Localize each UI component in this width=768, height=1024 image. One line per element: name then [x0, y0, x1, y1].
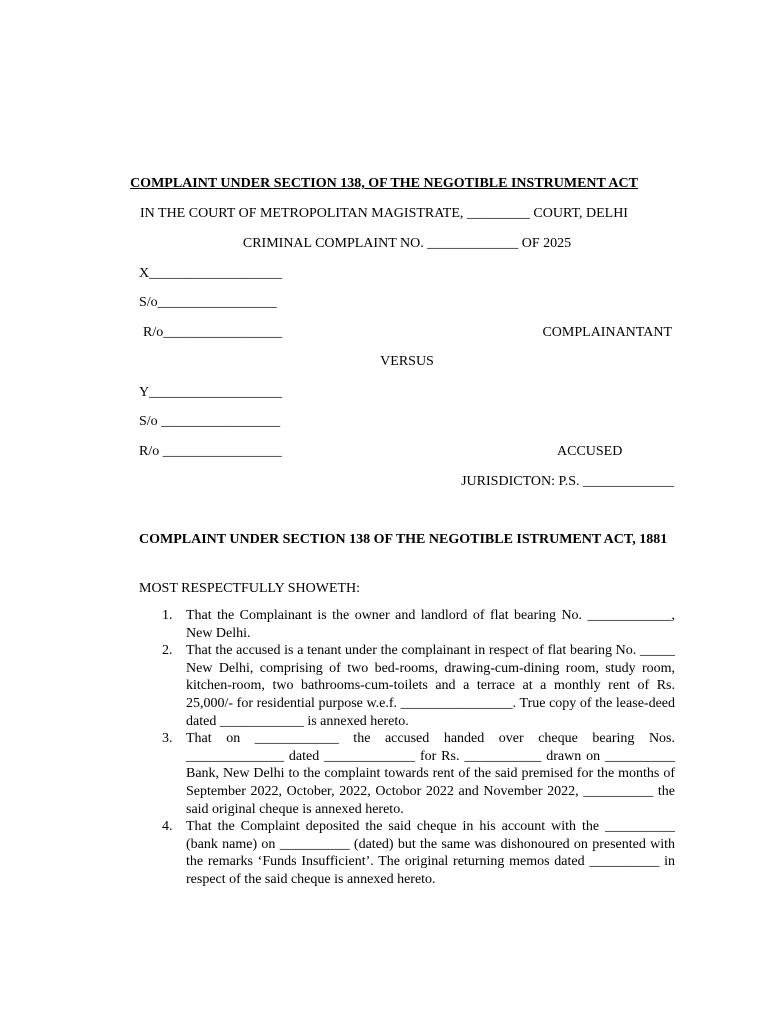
- list-item: [162, 642, 675, 730]
- complainant-resident-of: R/o_________________: [143, 325, 283, 340]
- complainant-name: X___________________: [139, 266, 283, 281]
- list-item-number: 2.: [162, 643, 173, 659]
- complaint-number-line: CRIMINAL COMPLAINT NO. _____________ OF 2025: [242, 236, 572, 251]
- court-line: IN THE COURT OF METROPOLITAN MAGISTRATE, _________ COURT, DELHI: [140, 206, 628, 221]
- list-item: [162, 818, 675, 888]
- list-item-text: That the Complaint deposited the said cheque in his account with the __________ (bank name) on __________ (dated) but the same was dishonoured on presented with the remarks ‘Funds Insufficient’. The original returning memos dated __________ in respect of the said cheque is annexed hereto.: [186, 819, 675, 887]
- showeth-label: MOST RESPECTFULLY SHOWETH:: [139, 581, 361, 596]
- list-item-number: 4.: [162, 819, 173, 835]
- versus-label: VERSUS: [380, 354, 434, 369]
- complainant-son-of: S/o_________________: [139, 295, 277, 310]
- jurisdiction-line: JURISDICTON: P.S. _____________: [461, 474, 674, 489]
- document-title: COMPLAINT UNDER SECTION 138, OF THE NEGOTIBLE INSTRUMENT ACT: [130, 176, 638, 191]
- complaint-heading: COMPLAINT UNDER SECTION 138 OF THE NEGOTIBLE ISTRUMENT ACT, 1881: [139, 532, 668, 547]
- accused-name: Y___________________: [139, 385, 283, 400]
- accused-resident-of: R/o _________________: [139, 444, 282, 459]
- list-item-text: That the accused is a tenant under the complainant in respect of flat bearing No. _____ New Delhi, comprising of two bed-rooms, drawing-cum-dining room, study room, kitchen-room, two bathrooms-cum-toilets and a terrace at a monthly rent of Rs. 25,000/- for residential purpose w.e.f. ________________. True copy of the lease-deed dated ____________ is annexed hereto.: [186, 643, 675, 729]
- list-item-number: 3.: [162, 731, 173, 747]
- complainant-role: COMPLAINANTANT: [542, 325, 672, 340]
- accused-son-of: S/o _________________: [139, 414, 281, 429]
- paragraph-list: [162, 607, 675, 889]
- list-item: [162, 730, 675, 818]
- list-item-text: That on ____________ the accused handed over cheque bearing Nos. ______________ dated _____________ for Rs. ___________ drawn on __________ Bank, New Delhi to the complaint towards rent of the said premised for the months of September 2022, October, 2022, Octobor 2022 and November 2022, __________ the said original cheque is annexed hereto.: [186, 731, 675, 817]
- list-item: [162, 607, 675, 642]
- accused-role: ACCUSED: [557, 444, 623, 459]
- list-item-number: 1.: [162, 608, 173, 623]
- list-item-text: That the Complainant is the owner and landlord of flat bearing No. ____________, New Delhi.: [186, 608, 675, 641]
